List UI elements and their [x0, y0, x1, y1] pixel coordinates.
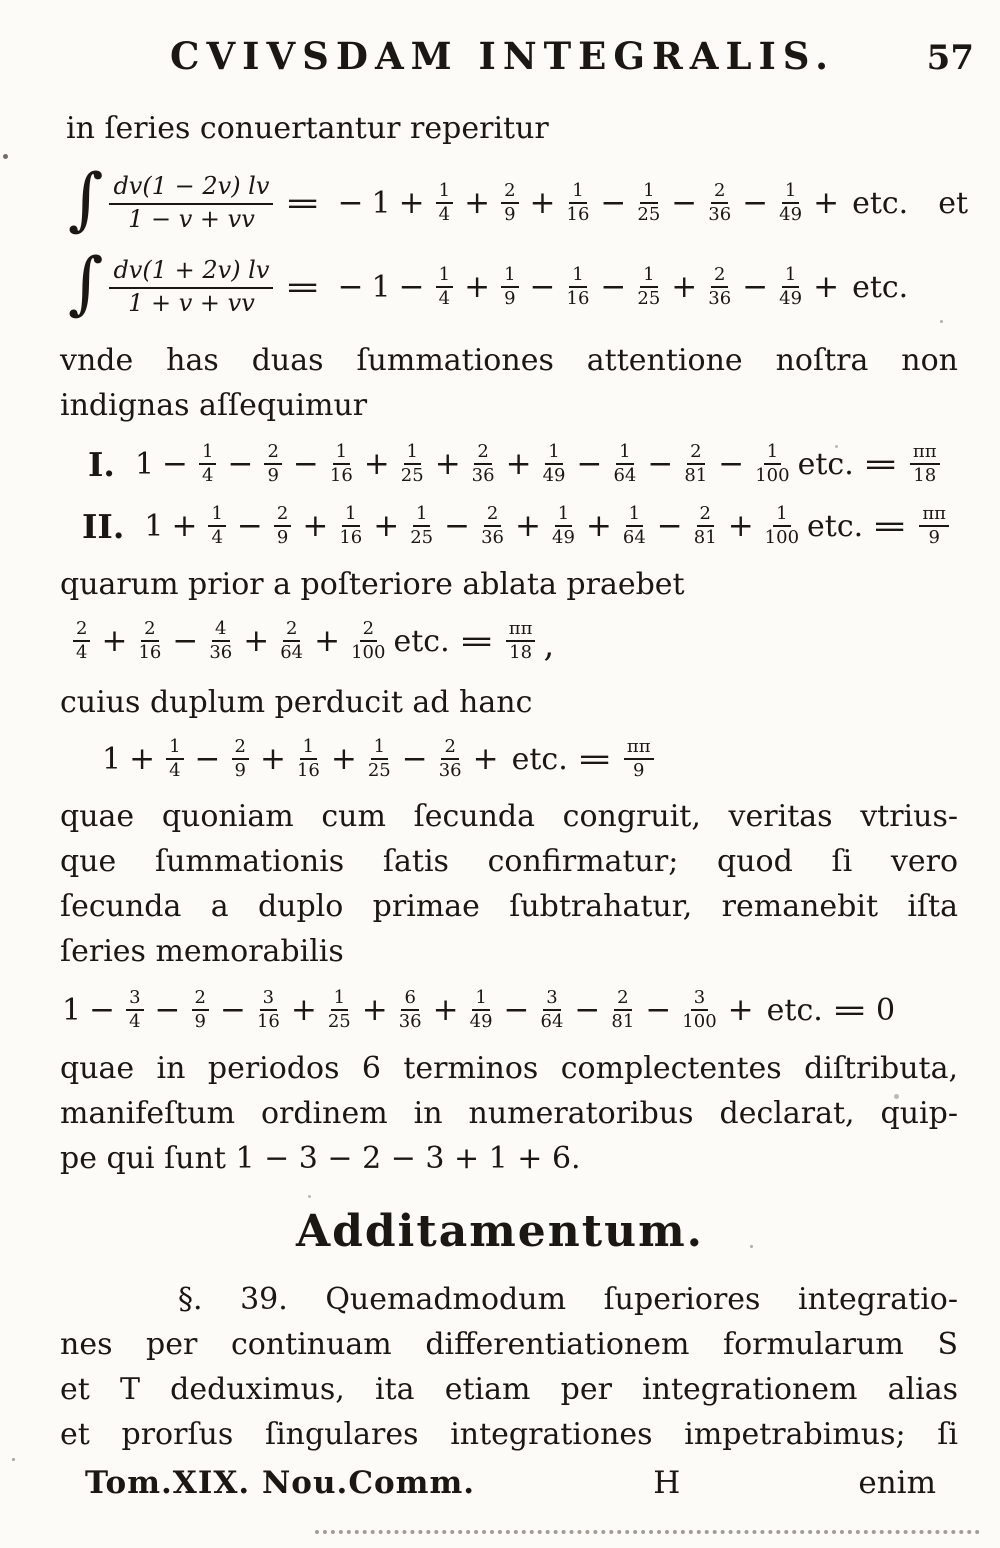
- fraction: [401, 442, 424, 486]
- paragraph-periodos: [0, 1046, 1000, 1181]
- fraction-numerator: 1: [436, 181, 453, 204]
- operator-token: +: [290, 992, 317, 1028]
- fraction-denominator: 18: [509, 642, 533, 663]
- fraction: [470, 988, 493, 1032]
- operator-token: +: [432, 992, 459, 1028]
- text-line: quae in periodos 6 terminos complectentes diſtributa,: [60, 1051, 958, 1086]
- fraction: [708, 265, 731, 309]
- formula-memorabilis: [0, 980, 1000, 1040]
- math-token: etc.: [852, 269, 909, 305]
- fraction: [611, 988, 634, 1032]
- fraction-numerator: dv(1 + 2v) lv: [109, 257, 273, 289]
- fraction: [910, 442, 940, 486]
- fraction: [138, 619, 161, 663]
- fraction: [694, 504, 717, 548]
- fraction-denominator: 9: [276, 527, 289, 548]
- operator-token: +: [813, 269, 840, 305]
- operator-token: −: [576, 446, 603, 482]
- text-line: que ſummationis ſatis confirmatur; quod ſi vero: [60, 844, 958, 879]
- fraction-numerator: 1: [782, 181, 799, 204]
- fraction-denominator: 16: [296, 760, 320, 781]
- fraction-numerator: 3: [543, 988, 560, 1011]
- operator-token: −: [529, 269, 556, 305]
- fraction-numerator: 1: [555, 504, 572, 527]
- fraction: [765, 504, 799, 548]
- fraction-denominator: 16: [138, 642, 162, 663]
- fraction-denominator: 36: [438, 760, 462, 781]
- formula-duplum: [0, 729, 1000, 789]
- fraction-numerator: 1: [616, 442, 633, 465]
- fraction: [436, 265, 453, 309]
- math-token: etc.: [393, 623, 450, 659]
- operator-token: −: [647, 446, 674, 482]
- fraction: [501, 265, 518, 309]
- scan-artifact-dotline: [315, 1530, 980, 1534]
- fraction-denominator: 18: [913, 465, 937, 486]
- section-heading-additamentum: Additamentum.: [296, 1206, 704, 1257]
- fraction-denominator: 64: [280, 642, 304, 663]
- operator-token: −: [89, 992, 116, 1028]
- fraction: [328, 988, 351, 1032]
- fraction-numerator: 1: [501, 265, 518, 288]
- fraction: [682, 988, 716, 1032]
- operator-token: −: [194, 741, 221, 777]
- line-cuius: cuius duplum perducit ad hanc: [60, 685, 533, 720]
- text-line: ſeries memorabilis: [60, 934, 344, 969]
- fraction-numerator: 3: [260, 988, 277, 1011]
- operator-token: +: [529, 185, 556, 221]
- fraction-numerator: 2: [711, 181, 728, 204]
- fraction: [436, 181, 453, 225]
- fraction-numerator: 2: [501, 181, 518, 204]
- fraction: [543, 442, 566, 486]
- text-line: ſecunda a duplo primae ſubtrahatur, remanebit iſta: [60, 889, 958, 924]
- fraction-numerator: 2: [711, 265, 728, 288]
- operator-token: +: [101, 623, 128, 659]
- fraction: [399, 988, 422, 1032]
- operator-token: −: [600, 269, 627, 305]
- fraction: [613, 442, 636, 486]
- fraction: [264, 442, 281, 486]
- fraction-denominator: 36: [708, 204, 732, 225]
- fraction: [439, 737, 462, 781]
- fraction: [257, 988, 280, 1032]
- fraction-denominator: 9: [267, 465, 279, 486]
- fraction-numerator: 1: [782, 265, 799, 288]
- operator-token: −: [162, 446, 189, 482]
- math-token: I.: [88, 444, 115, 484]
- paragraph-39: [0, 1277, 1000, 1457]
- math-token: II.: [82, 506, 125, 546]
- fraction-denominator: 64: [540, 1011, 564, 1032]
- fraction: [684, 442, 707, 486]
- fraction-numerator: 2: [192, 988, 209, 1011]
- fraction: [541, 988, 564, 1032]
- fraction-numerator: 1: [569, 265, 586, 288]
- formula-difference: [0, 611, 1000, 671]
- text-line: quae quoniam cum ſecunda congruit, veritas vtrius-: [60, 799, 958, 834]
- operator-token: +: [171, 508, 198, 544]
- fraction-numerator: 2: [232, 737, 249, 760]
- page-footer: [0, 1461, 1000, 1506]
- fraction: [297, 737, 320, 781]
- math-token: etc.: [852, 185, 909, 221]
- fraction-numerator: 1: [331, 988, 348, 1011]
- math-token: =: [871, 508, 908, 544]
- fraction-denominator: 64: [613, 465, 637, 486]
- operator-token: +: [727, 992, 754, 1028]
- math-token: etc.: [766, 992, 823, 1028]
- text-line: et prorſus ſingulares integrationes impetrabimus; ſi: [60, 1417, 958, 1452]
- fraction-numerator: 1: [371, 737, 388, 760]
- operator-token: −: [219, 992, 246, 1028]
- fraction-numerator: 1: [472, 988, 489, 1011]
- fraction-numerator: ππ: [910, 442, 940, 465]
- fraction-denominator: 4: [202, 465, 214, 486]
- fraction: [351, 619, 385, 663]
- fraction: [368, 737, 391, 781]
- fraction-numerator: 1: [640, 265, 657, 288]
- math-token: ,: [543, 625, 555, 665]
- operator-token: +: [585, 508, 612, 544]
- fraction-denominator: 36: [209, 642, 233, 663]
- fraction-numerator: 2: [274, 504, 291, 527]
- operator-token: −: [337, 185, 364, 221]
- fraction-numerator: ππ: [506, 619, 536, 642]
- fraction: [280, 619, 303, 663]
- fraction-numerator: 2: [141, 619, 158, 642]
- text-line: indignas aſſequimur: [60, 388, 368, 423]
- fraction: [567, 181, 590, 225]
- fraction-denominator: 36: [708, 288, 732, 309]
- fraction: [779, 181, 802, 225]
- fraction-numerator: 2: [697, 504, 714, 527]
- fraction: [109, 257, 273, 317]
- volume-reference: Tom.XIX. Nou.Comm.: [85, 1465, 476, 1501]
- math-token: =: [284, 185, 322, 221]
- fraction: [567, 265, 590, 309]
- fraction-denominator: 100: [755, 465, 790, 486]
- fraction: [410, 504, 433, 548]
- fraction-numerator: 1: [436, 265, 453, 288]
- fraction-denominator: 4: [169, 760, 181, 781]
- fraction-denominator: 9: [928, 527, 940, 548]
- fraction: [339, 504, 362, 548]
- fraction-denominator: 16: [339, 527, 363, 548]
- fraction-numerator: 2: [474, 442, 491, 465]
- fraction: [199, 442, 216, 486]
- text-line: §. 39. Quemadmodum ſuperiores integratio-: [178, 1282, 958, 1317]
- operator-token: +: [363, 446, 390, 482]
- fraction-denominator: 25: [367, 760, 391, 781]
- fraction: [126, 988, 143, 1032]
- fraction-denominator: 100: [764, 527, 800, 548]
- fraction-denominator: 25: [637, 288, 661, 309]
- fraction-numerator: 1: [773, 504, 790, 527]
- operator-token: +: [302, 508, 329, 544]
- fraction-denominator: 81: [611, 1011, 635, 1032]
- operator-token: +: [398, 185, 425, 221]
- fraction: [637, 181, 660, 225]
- math-token: =: [576, 741, 613, 777]
- fraction-numerator: ππ: [919, 504, 949, 527]
- operator-token: +: [373, 508, 400, 544]
- intro-line: in ſeries conuertantur reperitur: [66, 111, 549, 146]
- fraction-denominator: 49: [779, 204, 803, 225]
- fraction-denominator: 16: [329, 465, 353, 486]
- math-token: etc.: [797, 446, 854, 482]
- fraction-numerator: 1: [545, 442, 562, 465]
- fraction-denominator: 16: [566, 204, 590, 225]
- fraction-denominator: 36: [398, 1011, 422, 1032]
- fraction: [552, 504, 575, 548]
- fraction-numerator: 1: [166, 737, 183, 760]
- fraction: [506, 619, 536, 663]
- fraction: [637, 265, 660, 309]
- formula-integral-2: [0, 245, 1000, 329]
- fraction-denominator: 9: [194, 1011, 206, 1032]
- math-token: 1: [102, 741, 122, 777]
- fraction-denominator: 49: [552, 527, 575, 548]
- operator-token: −: [742, 269, 769, 305]
- fraction-denominator: 49: [542, 465, 566, 486]
- fraction: [166, 737, 183, 781]
- fraction-denominator: 4: [438, 288, 451, 309]
- math-token: =: [831, 992, 868, 1028]
- formula-series-1: [0, 434, 1000, 494]
- operator-token: −: [401, 741, 428, 777]
- fraction-denominator: 16: [256, 1011, 280, 1032]
- operator-token: −: [671, 185, 698, 221]
- math-token: 0: [875, 992, 896, 1028]
- operator-token: −: [236, 508, 263, 544]
- operator-token: −: [337, 269, 364, 305]
- fraction-numerator: 2: [441, 737, 458, 760]
- operator-token: −: [292, 446, 319, 482]
- operator-token: +: [259, 741, 286, 777]
- operator-token: −: [172, 623, 199, 659]
- text-line: manifeſtum ordinem in numeratoribus declarat, quip-: [60, 1096, 958, 1131]
- operator-token: +: [472, 741, 499, 777]
- operator-token: +: [243, 623, 270, 659]
- fraction: [481, 504, 504, 548]
- fraction-numerator: 1: [764, 442, 781, 465]
- fraction-denominator: 36: [481, 527, 505, 548]
- fraction-numerator: 2: [484, 504, 501, 527]
- formula-series-2: [0, 496, 1000, 556]
- page-header: [0, 0, 1000, 78]
- operator-token: +: [727, 508, 754, 544]
- fraction-denominator: 25: [327, 1011, 351, 1032]
- fraction: [919, 504, 949, 548]
- fraction-numerator: 1: [199, 442, 216, 465]
- fraction-denominator: 100: [351, 642, 386, 663]
- math-token: etc.: [807, 508, 864, 544]
- operator-token: +: [330, 741, 357, 777]
- catchword: enim: [858, 1465, 936, 1501]
- fraction-numerator: 1: [300, 737, 317, 760]
- operator-token: −: [444, 508, 471, 544]
- fraction-denominator: 25: [637, 204, 661, 225]
- text-line: et T deduximus, ita etiam per integrationem alias: [60, 1372, 958, 1407]
- text-line: vnde has duas ſummationes attentione noſtra non: [60, 343, 958, 378]
- fraction-denominator: 49: [469, 1011, 493, 1032]
- fraction: [208, 504, 225, 548]
- fraction: [624, 737, 654, 781]
- fraction: [501, 181, 518, 225]
- signature-mark: H: [653, 1465, 681, 1501]
- operator-token: −: [398, 269, 425, 305]
- fraction-numerator: 2: [360, 619, 377, 642]
- fraction: [755, 442, 789, 486]
- fraction-numerator: ππ: [624, 737, 654, 760]
- fraction-numerator: 1: [404, 442, 421, 465]
- page-number: 57: [926, 38, 974, 78]
- operator-token: −: [503, 992, 530, 1028]
- math-token: 1: [144, 508, 164, 544]
- paragraph-summationes: [0, 338, 1000, 428]
- text-line: pe qui ſunt 1 − 3 − 2 − 3 + 1 + 6.: [60, 1141, 581, 1176]
- operator-token: +: [515, 508, 541, 544]
- fraction-numerator: 1: [640, 181, 657, 204]
- running-title: CVIVSDAM INTEGRALIS.: [170, 34, 836, 78]
- fraction: [708, 181, 731, 225]
- operator-token: +: [671, 269, 698, 305]
- fraction-numerator: 1: [413, 504, 430, 527]
- operator-token: +: [813, 185, 840, 221]
- fraction-denominator: 9: [504, 288, 516, 309]
- fraction-denominator: 49: [779, 288, 803, 309]
- fraction-denominator: 64: [622, 527, 646, 548]
- fraction-numerator: 1: [333, 442, 350, 465]
- math-token: =: [284, 269, 322, 305]
- fraction-denominator: 81: [684, 465, 708, 486]
- operator-token: +: [361, 992, 388, 1028]
- fraction-denominator: 25: [410, 527, 434, 548]
- fraction-numerator: 2: [283, 619, 300, 642]
- operator-token: −: [645, 992, 672, 1028]
- fraction-denominator: 100: [682, 1011, 717, 1032]
- fraction-numerator: 1: [208, 504, 225, 527]
- fraction-denominator: 4: [76, 642, 88, 663]
- fraction-numerator: 3: [691, 988, 708, 1011]
- fraction: [192, 988, 209, 1032]
- fraction-denominator: 25: [400, 465, 424, 486]
- operator-token: +: [464, 185, 491, 221]
- fraction-denominator: 81: [693, 527, 717, 548]
- operator-token: −: [574, 992, 601, 1028]
- fraction: [209, 619, 232, 663]
- fraction: [472, 442, 495, 486]
- fraction: [623, 504, 646, 548]
- operator-token: −: [656, 508, 683, 544]
- fraction-denominator: 4: [438, 204, 451, 225]
- operator-token: +: [129, 741, 156, 777]
- fraction-denominator: 36: [471, 465, 495, 486]
- operator-token: −: [154, 992, 181, 1028]
- integral-icon: ∫: [68, 244, 104, 323]
- fraction: [274, 504, 291, 548]
- fraction-denominator: 16: [566, 288, 590, 309]
- operator-token: +: [464, 269, 491, 305]
- fraction: [109, 173, 273, 233]
- fraction: [330, 442, 353, 486]
- fraction-numerator: 6: [401, 988, 418, 1011]
- operator-token: −: [718, 446, 745, 482]
- fraction-denominator: 9: [234, 760, 246, 781]
- fraction-numerator: 4: [212, 619, 229, 642]
- math-token: etc.: [511, 741, 568, 777]
- math-token: 1: [371, 185, 391, 221]
- fraction-numerator: dv(1 − 2v) lv: [109, 173, 273, 205]
- fraction-denominator: 4: [211, 527, 223, 548]
- operator-token: −: [742, 185, 769, 221]
- fraction-numerator: 2: [614, 988, 631, 1011]
- fraction-numerator: 2: [687, 442, 704, 465]
- fraction-numerator: 2: [73, 619, 90, 642]
- paragraph-congruit: [0, 794, 1000, 974]
- operator-token: −: [600, 185, 627, 221]
- math-token: et: [938, 185, 969, 221]
- fraction-denominator: 1 + v + vv: [128, 288, 255, 317]
- fraction-denominator: 1 − v + vv: [128, 204, 255, 233]
- operator-token: +: [505, 446, 532, 482]
- integral-icon: ∫: [68, 160, 104, 239]
- fraction-numerator: 1: [569, 181, 586, 204]
- fraction-denominator: 9: [504, 204, 516, 225]
- operator-token: −: [227, 446, 254, 482]
- operator-token: +: [434, 446, 461, 482]
- text-line: nes per continuam differentiationem formularum S: [60, 1327, 958, 1362]
- math-token: =: [862, 446, 899, 482]
- formula-integral-1: [0, 161, 1000, 245]
- line-quarum: quarum prior a poſteriore ablata praebet: [60, 567, 685, 602]
- math-token: 1: [371, 269, 391, 305]
- operator-token: +: [314, 623, 341, 659]
- fraction-numerator: 1: [342, 504, 359, 527]
- math-token: 1: [134, 446, 155, 482]
- fraction: [232, 737, 249, 781]
- fraction-denominator: 4: [129, 1011, 141, 1032]
- fraction: [73, 619, 90, 663]
- fraction-denominator: 9: [633, 760, 645, 781]
- fraction: [779, 265, 802, 309]
- fraction-numerator: 1: [626, 504, 643, 527]
- fraction-numerator: 2: [264, 442, 281, 465]
- math-token: 1: [62, 992, 82, 1028]
- fraction-numerator: 3: [126, 988, 143, 1011]
- math-token: =: [457, 623, 495, 659]
